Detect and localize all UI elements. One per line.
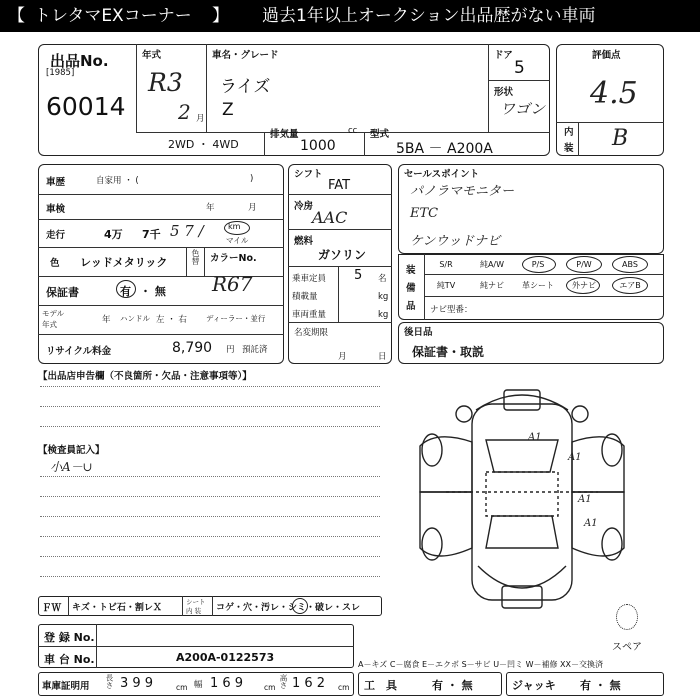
ac-value: AAC	[312, 208, 348, 227]
history-value: 自家用 ・ (	[96, 176, 139, 186]
name-label: 車名・グレード	[212, 50, 279, 61]
inspector-note: 小A－∪	[50, 460, 93, 474]
equip-genuine-tv: 純TV	[436, 281, 456, 290]
damage-mark-2: A1	[528, 432, 542, 443]
header-bar	[0, 0, 700, 32]
sales-point-line-3: ケンウッドナビ	[410, 234, 501, 249]
inspection-label: 車検	[46, 204, 66, 215]
equipment-label-3: 品	[406, 301, 416, 312]
weight-unit: kg	[378, 310, 389, 320]
year-label: 年式	[142, 50, 162, 61]
spare-label: スペア	[612, 642, 642, 653]
shape-label: 形状	[494, 87, 514, 98]
color-value: レッドメタリック	[80, 256, 168, 269]
recycle-unit: 円	[226, 345, 235, 355]
garage-cert-label: 車庫証明用	[42, 681, 90, 692]
doors-label: ドア	[494, 50, 513, 61]
mileage-sen: 7千	[142, 228, 161, 241]
height-unit: cm	[338, 683, 350, 692]
history-label: 車歴	[46, 177, 66, 188]
inspection-year-unit: 年	[206, 203, 215, 213]
seller-declaration-label: 【出品店申告欄（不良箇所・欠品・注意事項等）】	[38, 371, 252, 382]
capacity-unit: 名	[378, 274, 387, 284]
seat-label-1: シート	[186, 598, 206, 606]
sales-point-line-1: パノラマモニター	[410, 184, 515, 199]
equip-airbag: エアB	[619, 281, 641, 290]
width-value: 1 6 9	[210, 676, 244, 691]
handle-value: 左 ・ 右	[156, 315, 187, 325]
model-label: 型式	[370, 129, 390, 140]
model-year-label-1: モデル	[42, 309, 65, 318]
header-bracket-open: 【	[8, 6, 25, 26]
displacement-unit: cc	[348, 126, 358, 136]
width-label: 幅	[194, 680, 203, 690]
warranty-no: ・ 無	[140, 285, 166, 298]
mileage-label: 走行	[46, 230, 66, 241]
equip-sunroof: S/R	[439, 260, 453, 269]
reg-change-month: 月	[338, 352, 347, 362]
equip-genuine-aw: 純A/W	[479, 260, 505, 269]
color-change-label: 色替	[191, 249, 200, 265]
reg-change-day: 日	[378, 352, 387, 362]
capacity-value: 5	[354, 268, 363, 283]
jack-value: 有 ・ 無	[580, 679, 621, 692]
length-unit: cm	[176, 683, 188, 692]
equip-abs: ABS	[622, 260, 638, 269]
inspector-notes-label: 【検査員記入】	[38, 445, 105, 456]
lot-label: 出品No.	[50, 52, 109, 70]
equip-leather-seat: 革シート	[522, 281, 554, 290]
dealer-label: ディーラー・並行	[206, 314, 266, 323]
spare-tire-icon	[616, 604, 638, 630]
navi-model-label: ナビ型番：	[430, 305, 473, 315]
grade: Z	[222, 100, 234, 120]
damage-mark-3: A1	[578, 494, 592, 505]
interior-label-2: 装	[564, 143, 574, 154]
color-no-label: カラーNo.	[210, 253, 257, 264]
registration-label: 登 録 No.	[44, 631, 95, 644]
displacement-value: 1000	[300, 138, 336, 154]
mileage-mile: マイル	[226, 236, 249, 245]
recycle-label: リサイクル料金	[46, 346, 112, 357]
later-items-value: 保証書・取説	[412, 345, 485, 359]
doors-value: 5	[514, 58, 525, 78]
length-label: 長さ	[105, 674, 114, 689]
seat-label-2: 内 装	[186, 607, 202, 615]
tools-value: 有 ・ 無	[432, 679, 473, 692]
ac-label: 冷房	[294, 201, 314, 212]
chassis-number: A200A-0122573	[176, 651, 275, 664]
fw-items: キズ・トビ石・割レＸ	[72, 603, 162, 613]
load-unit: kg	[378, 292, 389, 302]
lot-small-number: [1985]	[46, 68, 75, 78]
capacity-label: 乗車定員	[292, 274, 327, 284]
interior-label-1: 内	[564, 127, 574, 138]
header-bracket-close: 】	[212, 6, 229, 26]
fuel-value: ガソリン	[318, 248, 367, 262]
damage-mark-1: A1	[568, 452, 582, 463]
equipment-label-2: 備	[406, 283, 416, 294]
equip-genuine-navi: 純ナビ	[480, 281, 504, 290]
equipment-label-1: 装	[406, 265, 416, 276]
interior-score: B	[612, 126, 629, 151]
year-era: R3	[148, 68, 183, 97]
car-body-diagram	[406, 380, 646, 616]
shape-value: ワゴン	[500, 100, 546, 118]
height-label: 高さ	[279, 674, 288, 689]
mileage-man: 4万	[104, 228, 123, 241]
equip-power-steering: P/S	[531, 260, 545, 269]
header-corner-name: トレタマEXコーナー	[34, 6, 192, 26]
weight-label: 車両重量	[292, 310, 327, 320]
history-close: )	[250, 174, 254, 184]
handle-label: ハンドル	[120, 314, 150, 323]
damage-legend: A－キズ C－腐食 E－エクボ S－サビ U－凹ミ W－補修 XX－交換済	[358, 660, 604, 669]
mileage-km: km	[228, 222, 241, 231]
inspection-month-unit: 月	[248, 203, 257, 213]
tools-label: 工 具	[364, 679, 397, 692]
fw-label: ＦＷ	[42, 603, 62, 614]
header-note: 過去1年以上オークション出品歴がない車両	[262, 6, 596, 26]
width-unit: cm	[264, 683, 276, 692]
car-name: ライズ	[220, 77, 271, 97]
later-items-label: 後日品	[404, 327, 433, 338]
fuel-label: 燃料	[294, 236, 314, 247]
year-month: 2	[178, 100, 191, 124]
jack-label: ジャッキ	[512, 679, 556, 692]
chassis-label: 車 台 No.	[44, 653, 95, 666]
drive-type: 2WD ・ 4WD	[168, 138, 239, 151]
score-label: 評価点	[592, 50, 621, 61]
month-unit: 月	[196, 114, 205, 124]
seat-items: コゲ・穴・汚レ・シミ・破レ・スレ	[216, 603, 361, 613]
load-label: 積載量	[292, 292, 318, 302]
sales-point-line-2: ETC	[410, 206, 439, 221]
model-year-label-2: 年式	[42, 320, 57, 329]
sales-point-label: セールスポイント	[404, 169, 480, 180]
score-value: 4.5	[590, 76, 638, 111]
recycle-note: 預託済	[242, 345, 268, 355]
shift-label: シフト	[294, 169, 323, 180]
equip-aftermarket-navi: 外ナビ	[572, 281, 596, 290]
equip-power-window: P/W	[576, 260, 592, 269]
warranty-yes: 有	[120, 285, 131, 298]
model-code: 5BA － A200A	[396, 141, 493, 157]
height-value: 1 6 2	[292, 676, 326, 691]
shift-value: FAT	[328, 178, 351, 193]
reg-change-label: 名変期限	[294, 328, 329, 338]
color-number: R67	[212, 272, 253, 296]
lot-number: 60014	[46, 92, 126, 121]
displacement-label: 排気量	[270, 129, 299, 140]
damage-mark-4: A1	[584, 518, 598, 529]
color-label: 色	[50, 258, 60, 269]
warranty-label: 保証書	[46, 286, 79, 299]
recycle-value: 8,790	[172, 340, 213, 356]
length-value: 3 9 9	[120, 676, 154, 691]
model-year-unit: 年	[102, 315, 111, 325]
mileage-handwritten: 5 7 /	[170, 222, 204, 240]
